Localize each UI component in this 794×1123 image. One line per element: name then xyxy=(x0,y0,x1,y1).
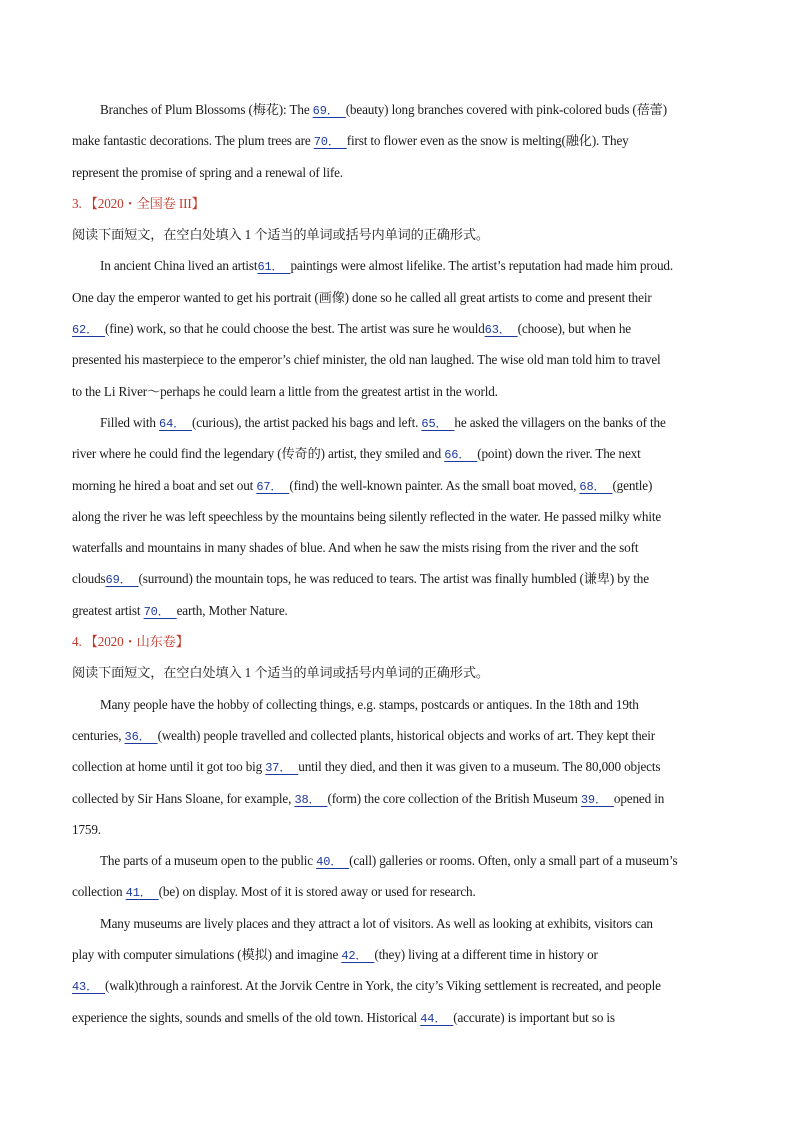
text-segment: (beauty) long branches covered with pink-colored buds (蓓蕾) xyxy=(345,102,667,117)
text-line xyxy=(72,157,724,188)
text-line xyxy=(72,970,724,1001)
text-segment: he asked the villagers on the banks of the xyxy=(454,414,666,430)
text-line xyxy=(72,470,724,501)
text-segment: (point) down the river. The next xyxy=(477,446,641,462)
text-line xyxy=(72,501,724,532)
text-segment: collection xyxy=(72,884,126,900)
text-segment: (accurate) is important but so is xyxy=(453,1009,615,1025)
answer-blank[interactable]: 70． xyxy=(313,135,347,150)
answer-blank[interactable]: 64． xyxy=(159,416,193,431)
text-segment: 4. 【2020・山东卷】 xyxy=(72,634,189,650)
document-page xyxy=(72,94,724,1033)
answer-blank[interactable]: 68． xyxy=(579,479,613,494)
text-segment: (be) on display. Most of it is stored away or used for research. xyxy=(158,884,476,900)
text-segment: (form) the core collection of the British Museum xyxy=(327,790,581,806)
text-line xyxy=(72,751,724,782)
text-segment: clouds xyxy=(72,571,106,587)
answer-blank[interactable]: 42． xyxy=(341,949,375,964)
answer-blank[interactable]: 41． xyxy=(125,886,159,901)
answer-blank[interactable]: 62． xyxy=(72,323,106,338)
text-segment: 3. 【2020・全国卷 III】 xyxy=(72,195,205,211)
text-line xyxy=(72,657,724,688)
text-segment: Many people have the hobby of collecting things, e.g. stamps, postcards or antiques. In the 18th and 19th xyxy=(100,696,639,712)
text-segment: morning he hired a boat and set out xyxy=(72,477,257,493)
text-segment: waterfalls and mountains in many shades of blue. And when he saw the mists rising from the river and the soft xyxy=(72,540,639,556)
answer-blank[interactable]: 37． xyxy=(265,761,299,776)
text-segment: Branches of Plum Blossoms (梅花): The xyxy=(100,102,313,117)
text-line xyxy=(72,876,724,907)
text-segment: paintings were almost lifelike. The artist’s reputation had made him proud. xyxy=(290,258,674,274)
answer-blank[interactable]: 38． xyxy=(294,792,328,807)
answer-blank[interactable]: 43． xyxy=(72,980,106,995)
text-line xyxy=(72,720,724,751)
text-segment: earth, Mother Nature. xyxy=(176,602,288,618)
text-segment: 阅读下面短文，在空白处填入 1 个适当的单词或括号内单词的正确形式。 xyxy=(72,665,489,681)
text-segment: along the river he was left speechless by the mountains being silently reflected in the water. He passed milky white xyxy=(72,508,662,524)
text-line xyxy=(72,939,724,970)
section-heading xyxy=(72,626,724,657)
text-segment: (curious), the artist packed his bags and left. xyxy=(192,414,422,430)
section-heading xyxy=(72,188,724,219)
text-line xyxy=(72,219,724,250)
text-segment: 阅读下面短文，在空白处填入 1 个适当的单词或括号内单词的正确形式。 xyxy=(72,227,489,243)
text-line xyxy=(72,814,724,845)
answer-blank[interactable]: 70． xyxy=(143,604,177,619)
text-line xyxy=(72,689,724,720)
text-segment: river where he could find the legendary (传奇的) artist, they smiled and xyxy=(72,446,445,462)
text-line xyxy=(72,563,724,594)
text-segment: (choose), but when he xyxy=(517,321,631,337)
text-segment: (gentle) xyxy=(612,477,653,493)
text-line xyxy=(72,282,724,313)
text-segment: (fine) work, so that he could choose the best. The artist was sure he would xyxy=(105,321,485,337)
text-line xyxy=(72,845,724,876)
answer-blank[interactable]: 44． xyxy=(420,1011,454,1026)
answer-blank[interactable]: 63． xyxy=(484,323,518,338)
text-segment: Many museums are lively places and they attract a lot of visitors. As well as looking at exhibits, visitors can xyxy=(100,915,653,931)
text-line xyxy=(72,94,724,125)
text-line xyxy=(72,438,724,469)
text-segment: opened in xyxy=(613,790,665,806)
text-segment: (they) living at a different time in history or xyxy=(374,947,598,963)
text-segment: make fantastic decorations. The plum trees are xyxy=(72,133,314,149)
text-segment: collection at home until it got too big xyxy=(72,759,266,775)
text-line xyxy=(72,783,724,814)
text-segment: (surround) the mountain tops, he was reduced to tears. The artist was finally humbled (谦卑) by the xyxy=(138,571,649,587)
text-segment: experience the sights, sounds and smells of the old town. Historical xyxy=(72,1009,421,1025)
text-segment: to the Li River～perhaps he could learn a little from the greatest artist in the world. xyxy=(72,383,498,399)
text-line xyxy=(72,595,724,626)
answer-blank[interactable]: 65． xyxy=(421,416,455,431)
text-segment: In ancient China lived an artist xyxy=(100,258,258,274)
text-segment: The parts of a museum open to the public xyxy=(100,853,317,869)
answer-blank[interactable]: 67． xyxy=(256,479,290,494)
text-line xyxy=(72,1002,724,1033)
answer-blank[interactable]: 40． xyxy=(316,855,350,870)
text-line xyxy=(72,908,724,939)
answer-blank[interactable]: 69． xyxy=(105,573,139,588)
text-segment: (wealth) people travelled and collected plants, historical objects and works of art. They kept their xyxy=(157,727,655,743)
text-segment: (walk)through a rainforest. At the Jorvik Centre in York, the city’s Viking settlement is recreated, and people xyxy=(105,978,661,994)
text-segment: collected by Sir Hans Sloane, for example, xyxy=(72,790,295,806)
answer-blank[interactable]: 69． xyxy=(312,104,346,118)
text-segment: greatest artist xyxy=(72,602,144,618)
answer-blank[interactable]: 66． xyxy=(444,448,478,463)
text-line xyxy=(72,407,724,438)
text-line xyxy=(72,250,724,281)
answer-blank[interactable]: 39． xyxy=(580,792,614,807)
text-segment: until they died, and then it was given to a museum. The 80,000 objects xyxy=(298,759,661,775)
text-segment: (find) the well-known painter. As the small boat moved, xyxy=(289,477,580,493)
text-line xyxy=(72,532,724,563)
text-segment: presented his masterpiece to the emperor’s chief minister, the old nan laughed. The wise old man told him to travel xyxy=(72,352,661,368)
text-segment: (call) galleries or rooms. Often, only a small part of a museum’s xyxy=(349,853,678,869)
text-segment: play with computer simulations (模拟) and imagine xyxy=(72,947,342,963)
answer-blank[interactable]: 61． xyxy=(257,260,291,275)
text-segment: centuries, xyxy=(72,727,125,743)
text-line xyxy=(72,125,724,156)
answer-blank[interactable]: 36． xyxy=(124,729,158,744)
text-segment: represent the promise of spring and a renewal of life. xyxy=(72,164,343,180)
text-segment: Filled with xyxy=(100,414,160,430)
text-line xyxy=(72,344,724,375)
text-segment: first to flower even as the snow is melting(融化). They xyxy=(346,133,629,149)
text-line xyxy=(72,376,724,407)
text-line xyxy=(72,313,724,344)
text-segment: 1759. xyxy=(72,821,101,837)
text-segment: One day the emperor wanted to get his portrait (画像) done so he called all great artists to come and present their xyxy=(72,289,652,305)
